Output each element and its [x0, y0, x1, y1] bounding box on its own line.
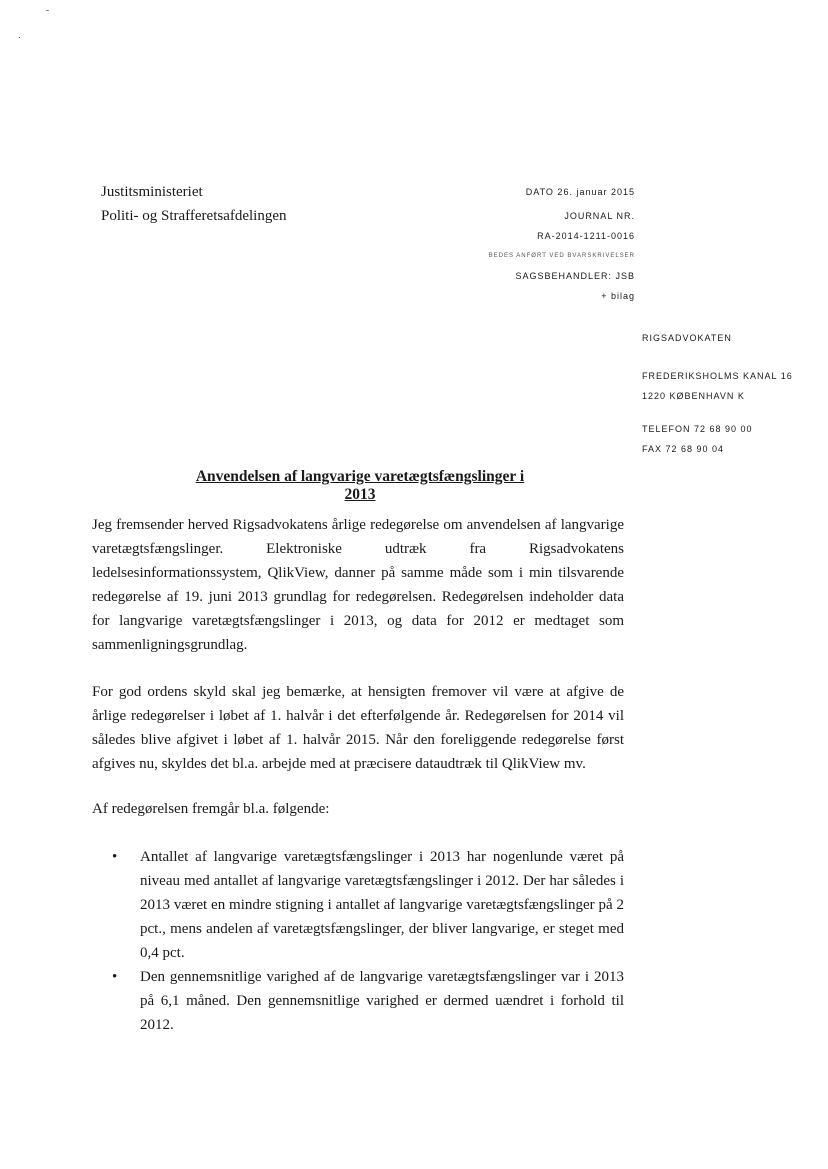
recipient-block [101, 180, 287, 228]
sender-block [642, 328, 793, 459]
letter-title: Anvendelsen af langvarige varetægtsfængslinger i 2013 [195, 468, 525, 503]
case-handler: SAGSBEHANDLER: JSB [515, 271, 635, 281]
body-paragraph: Jeg fremsender herved Rigsadvokatens årlige redegørelse om anvendelsen af langvarige varetægtsfængslinger. Elektroniske udtræk fra Rigsadvokatens ledelsesinformationssystem, QlikView, danner på samme måde som i min tilsvarende redegørelse af 19. juni 2013 grundlag for redegørelsen. Redegørelsen indeholder data for langvarige varetægtsfængslinger i 2013, og data for 2012 er medtaget som sammenligningsgrundlag. [92, 517, 624, 653]
attachment-note: + bilag [601, 291, 635, 301]
sender-phone: TELEFON 72 68 90 00 [642, 424, 753, 434]
scan-speck: ˗ [46, 4, 49, 14]
journal-label: JOURNAL NR. [564, 211, 635, 221]
scan-speck: · [18, 32, 21, 42]
sender-name: RIGSADVOKATEN [642, 333, 732, 343]
sender-city: 1220 KØBENHAVN K [642, 391, 745, 401]
recipient-department: Politi- og Strafferetsafdelingen [101, 208, 287, 224]
list-item [112, 965, 624, 1037]
list-item [112, 845, 624, 965]
sender-fax: FAX 72 68 90 04 [642, 444, 725, 454]
letter-meta [489, 182, 635, 306]
journal-number: RA-2014-1211-0016 [537, 231, 635, 241]
reference-note: BEDES ANFØRT VED BVARSKRIVELSER [488, 253, 635, 259]
bullet-icon: • [112, 849, 118, 865]
body-paragraph: For god ordens skyld skal jeg bemærke, at hensigten fremover vil være at afgive de årlige redegørelser i løbet af 1. halvår i det efterfølgende år. Redegørelsen for 2014 vil således blive afgivet i løbet af 1. halvår 2015. Når den foreliggende redegørelse først afgives nu, skyldes det bl.a. arbejde med at præcisere dataudtræk til QlikView mv. [92, 684, 624, 772]
recipient-name: Justitsministeriet [101, 184, 203, 200]
bullet-list [112, 845, 624, 1037]
sender-street: FREDERIKSHOLMS KANAL 16 [642, 371, 793, 381]
bullet-icon: • [112, 969, 118, 985]
list-item-text: Antallet af langvarige varetægtsfængslinger i 2013 har nogenlunde været på niveau med antallet af langvarige varetægtsfængslinger i 2012. Der har således i 2013 været en mindre stigning i antallet af langvarige varetægtsfængslinger på 2 pct., mens andelen af varetægtsfængslinger, der bliver langvarige, er steget med 0,4 pct. [140, 849, 624, 961]
list-item-text: Den gennemsnitlige varighed af de langvarige varetægtsfængslinger var i 2013 på 6,1 måned. Den gennemsnitlige varighed er dermed uændret i forhold til 2012. [140, 969, 624, 1033]
body-paragraph: Af redegørelsen fremgår bl.a. følgende: [92, 801, 330, 817]
letter-date: DATO 26. januar 2015 [525, 187, 635, 197]
